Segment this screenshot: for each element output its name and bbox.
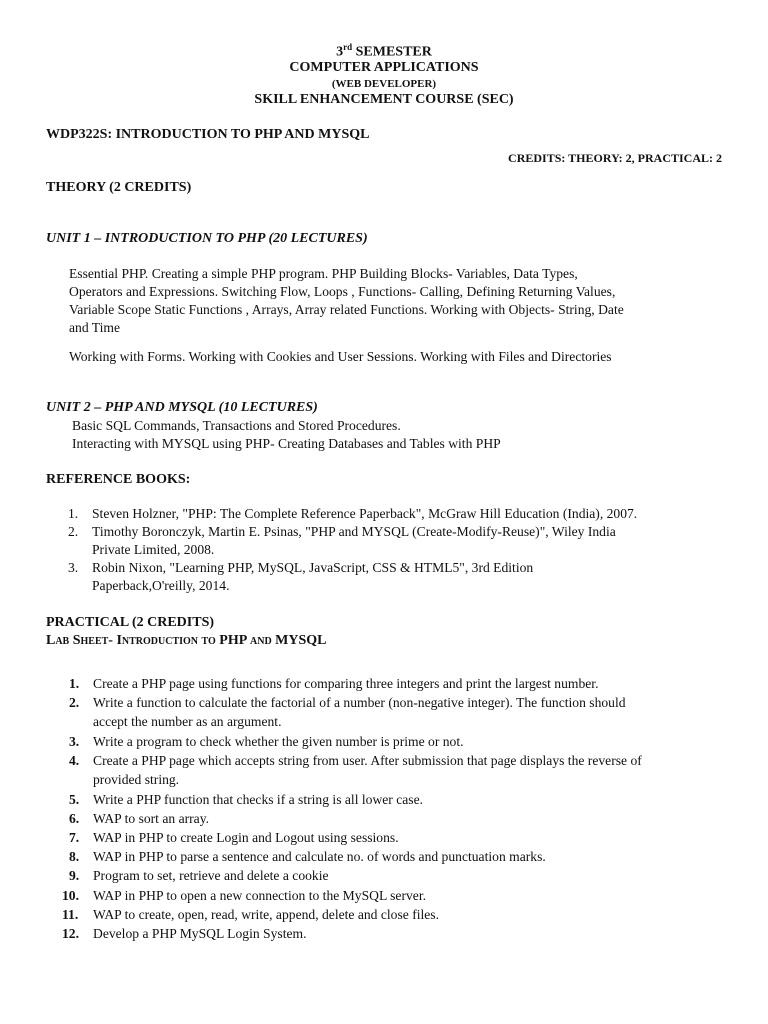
practical-number: 11. bbox=[62, 907, 79, 922]
semester-number: 3 bbox=[336, 44, 344, 60]
reference-text: Timothy Boronczyk, Martin E. Psinas, "PHP and MYSQL (Create-Modify-Reuse)", Wiley India bbox=[92, 524, 616, 539]
practical-text: WAP in PHP to parse a sentence and calculate no. of words and punctuation marks. bbox=[93, 849, 546, 864]
reference-text: Robin Nixon, "Learning PHP, MySQL, JavaScript, CSS & HTML5", 3rd Edition bbox=[92, 560, 534, 575]
unit2-line: Basic SQL Commands, Transactions and Stored Procedures. bbox=[72, 418, 401, 433]
semester-word: SEMESTER bbox=[355, 44, 432, 60]
reference-text-cont: Paperback,O'reilly, 2014. bbox=[92, 578, 230, 593]
unit1-paragraph bbox=[69, 265, 624, 337]
practical-text: Develop a PHP MySQL Login System. bbox=[93, 926, 307, 941]
practical-text-cont: accept the number as an argument. bbox=[93, 714, 282, 729]
course-code-title: WDP322S: INTRODUCTION TO PHP AND MYSQL bbox=[46, 127, 370, 142]
practical-text: WAP to create, open, read, write, append, delete and close files. bbox=[93, 907, 439, 922]
practical-text-cont: provided string. bbox=[93, 772, 180, 787]
practical-text: WAP to sort an array. bbox=[93, 811, 210, 826]
unit1-line: Variable Scope Static Functions , Arrays, Array related Functions. Working with Objects- String, Date bbox=[69, 302, 624, 317]
credits-line: CREDITS: THEORY: 2, PRACTICAL: 2 bbox=[508, 151, 722, 165]
practical-text: Program to set, retrieve and delete a cookie bbox=[93, 868, 329, 883]
unit2-line: Interacting with MYSQL using PHP- Creating Databases and Tables with PHP bbox=[72, 436, 501, 451]
practical-text: WAP in PHP to open a new connection to the MySQL server. bbox=[93, 888, 426, 903]
practical-number: 7. bbox=[69, 830, 80, 845]
reference-text-cont: Private Limited, 2008. bbox=[92, 542, 215, 557]
unit1-line: Essential PHP. Creating a simple PHP program. PHP Building Blocks- Variables, Data Types, bbox=[69, 266, 578, 281]
lab-sheet-title: Lab Sheet- Introduction to PHP and MYSQL bbox=[46, 633, 327, 648]
practical-number: 10. bbox=[62, 888, 79, 903]
practical-number: 8. bbox=[69, 849, 80, 864]
practical-text: Write a PHP function that checks if a string is all lower case. bbox=[93, 792, 424, 807]
practical-text: WAP in PHP to create Login and Logout using sessions. bbox=[93, 830, 399, 845]
practical-number: 3. bbox=[69, 734, 80, 749]
practical-number: 4. bbox=[69, 753, 80, 768]
program-title: COMPUTER APPLICATIONS bbox=[289, 60, 479, 75]
practical-heading: PRACTICAL (2 CREDITS) bbox=[46, 615, 215, 630]
specialization: (WEB DEVELOPER) bbox=[331, 78, 437, 90]
reference-number: 3. bbox=[68, 560, 79, 575]
practical-number: 12. bbox=[62, 926, 79, 941]
practical-text: Create a PHP page which accepts string from user. After submission that page displays the reverse of bbox=[93, 753, 642, 768]
reference-number: 2. bbox=[68, 524, 79, 539]
reference-text: Steven Holzner, "PHP: The Complete Reference Paperback", McGraw Hill Education (India), 2007. bbox=[92, 506, 638, 521]
practical-text: Write a program to check whether the given number is prime or not. bbox=[93, 734, 464, 749]
practical-number: 5. bbox=[69, 792, 80, 807]
practical-number: 6. bbox=[69, 811, 80, 826]
unit1-paragraph-2: Working with Forms. Working with Cookies and User Sessions. Working with Files and Directories bbox=[69, 349, 612, 364]
practical-number: 1. bbox=[69, 676, 80, 691]
semester-superscript: rd bbox=[343, 42, 353, 52]
unit1-title: UNIT 1 – INTRODUCTION TO PHP (20 LECTURES) bbox=[46, 231, 368, 246]
practical-number: 2. bbox=[69, 695, 80, 710]
practical-text: Create a PHP page using functions for comparing three integers and print the largest number. bbox=[93, 676, 599, 691]
course-type: SKILL ENHANCEMENT COURSE (SEC) bbox=[254, 92, 514, 107]
practical-text: Write a function to calculate the factorial of a number (non-negative integer). The function should bbox=[93, 695, 626, 710]
reference-number: 1. bbox=[68, 506, 79, 521]
unit1-line: Operators and Expressions. Switching Flow, Loops , Functions- Calling, Defining Returning Values, bbox=[69, 284, 616, 299]
unit1-line: and Time bbox=[69, 320, 120, 335]
practical-number: 9. bbox=[69, 868, 80, 883]
references-heading: REFERENCE BOOKS: bbox=[46, 472, 191, 487]
theory-heading: THEORY (2 CREDITS) bbox=[46, 180, 192, 195]
semester-heading bbox=[0, 42, 768, 61]
unit2-title: UNIT 2 – PHP AND MYSQL (10 LECTURES) bbox=[46, 400, 318, 415]
